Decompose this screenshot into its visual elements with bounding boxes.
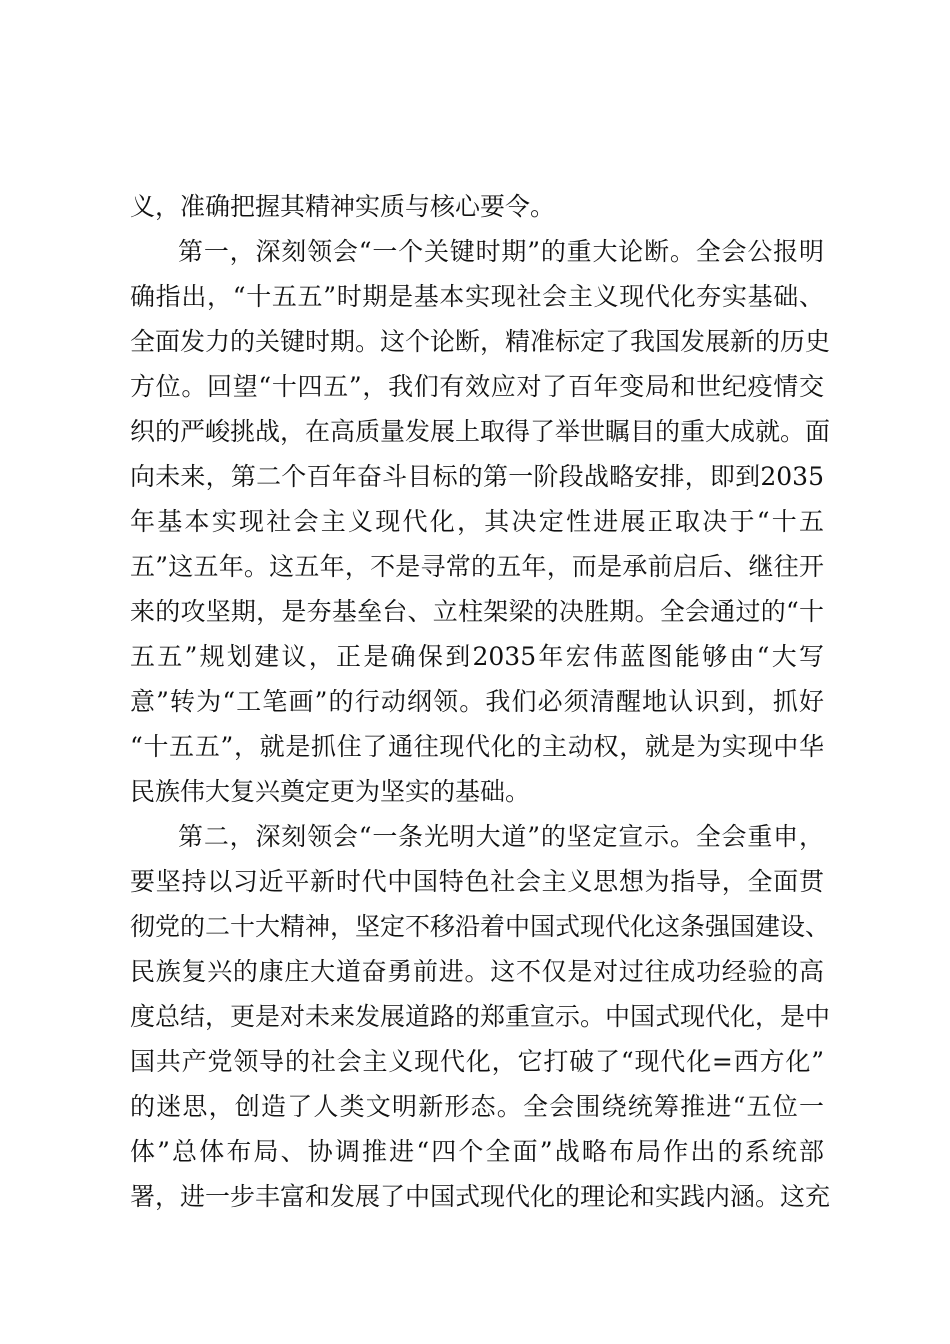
text-line: 义，准确把握其精神实质与核心要令。	[130, 192, 556, 221]
text-line: 五五”规划建议，正是确保到2035年宏伟蓝图能够由“大写	[130, 642, 824, 671]
text-line: 意”转为“工笔画”的行动纲领。我们必须清醒地认识到，抓好	[130, 687, 824, 716]
text-line: 五”这五年。这五年，不是寻常的五年，而是承前启后、继往开	[130, 552, 824, 581]
text-line: 体”总体布局、协调推进“四个全面”战略布局作出的系统部	[130, 1137, 824, 1166]
paragraph-2-first-line: 第二，深刻领会“一条光明大道”的坚定宣示。全会重申，	[178, 822, 824, 851]
text-line: 的迷思，创造了人类文明新形态。全会围绕统筹推进“五位一	[130, 1092, 824, 1121]
text-line: 向未来，第二个百年奋斗目标的第一阶段战略安排，即到2035	[130, 462, 824, 491]
text-line: 民族伟大复兴奠定更为坚实的基础。	[130, 777, 531, 806]
text-line: 全面发力的关键时期。这个论断，精准标定了我国发展新的历史	[130, 327, 831, 356]
text-line: 国共产党领导的社会主义现代化，它打破了“现代化=西方化”	[130, 1047, 824, 1076]
text-line: 署，进一步丰富和发展了中国式现代化的理论和实践内涵。这充	[130, 1182, 831, 1211]
text-line: 来的攻坚期，是夯基垒台、立柱架梁的决胜期。全会通过的“十	[130, 597, 824, 626]
text-line: 彻党的二十大精神，坚定不移沿着中国式现代化这条强国建设、	[130, 912, 831, 941]
text-line: 年基本实现社会主义现代化，其决定性进展正取决于“十五	[130, 507, 824, 536]
text-line: 民族复兴的康庄大道奋勇前进。这不仅是对过往成功经验的高	[130, 957, 824, 986]
paragraph-1-first-line: 第一，深刻领会“一个关键时期”的重大论断。全会公报明	[178, 237, 824, 266]
text-line: 度总结，更是对未来发展道路的郑重宣示。中国式现代化，是中	[130, 1002, 831, 1031]
text-line: 确指出，“十五五”时期是基本实现社会主义现代化夯实基础、	[130, 282, 824, 311]
text-line: 织的严峻挑战，在高质量发展上取得了举世瞩目的重大成就。面	[130, 417, 831, 446]
text-line: 要坚持以习近平新时代中国特色社会主义思想为指导，全面贯	[130, 867, 824, 896]
text-line: “十五五”，就是抓住了通往现代化的主动权，就是为实现中华	[130, 732, 824, 761]
text-line: 方位。回望“十四五”，我们有效应对了百年变局和世纪疫情交	[130, 372, 824, 401]
